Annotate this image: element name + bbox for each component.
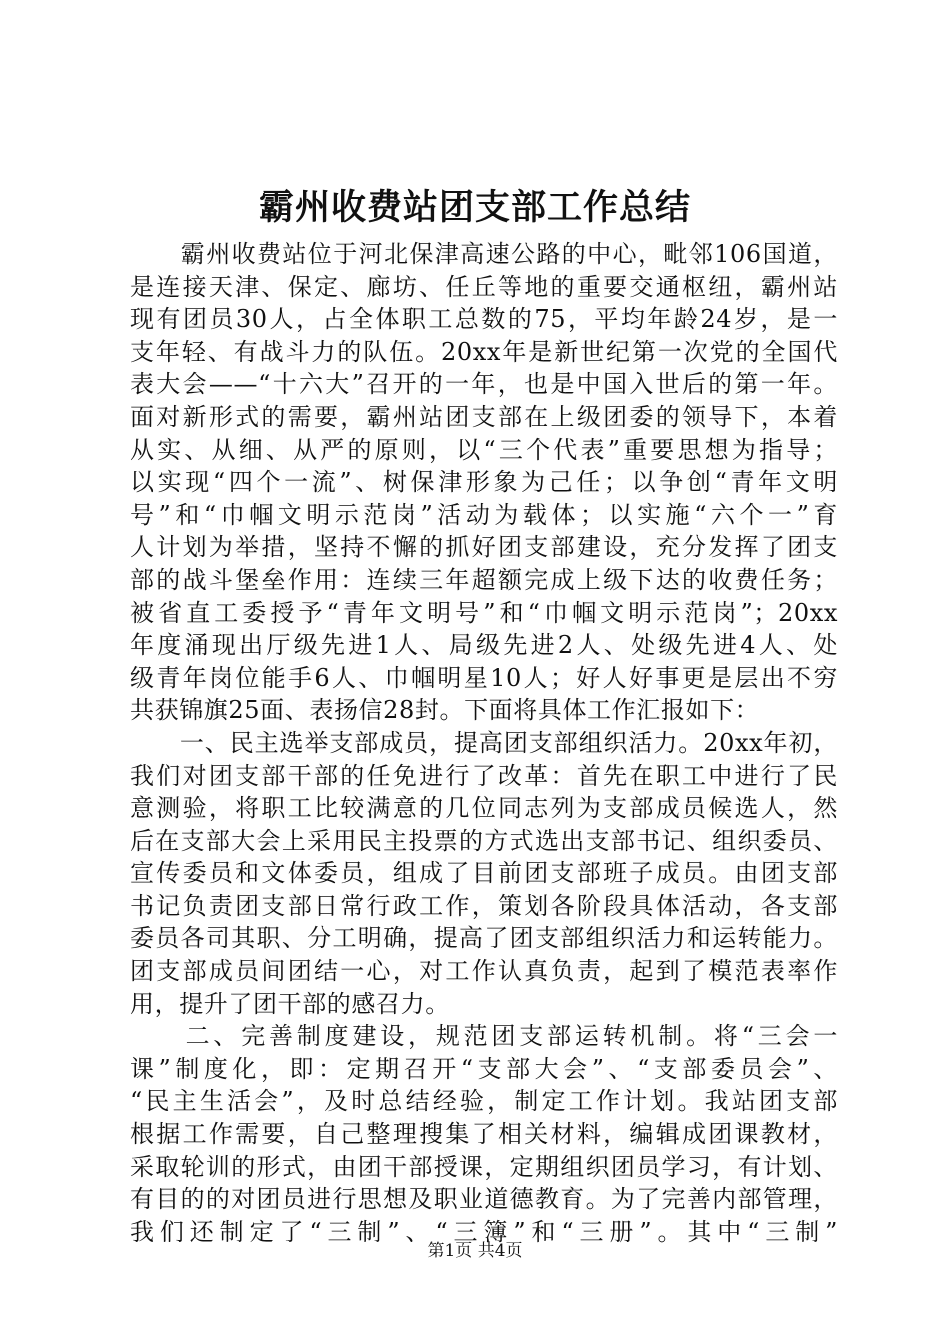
text-line: 一、民主选举支部成员，提高团支部组织活力。20xx年初， [130, 728, 838, 757]
text-line: 支年轻、有战斗力的队伍。20xx年是新世纪第一次党的全国代 [130, 337, 838, 366]
document-body [130, 238, 838, 1248]
text-line: “民主生活会”，及时总结经验，制定工作计划。我站团支部 [130, 1087, 838, 1116]
text-line: 以实现“四个一流”、树保津形象为己任；以争创“青年文明 [130, 468, 838, 497]
text-line: 面对新形式的需要，霸州站团支部在上级团委的领导下，本着 [130, 402, 838, 431]
text-line: 用，提升了团干部的感召力。 [130, 989, 450, 1018]
text-line: 书记负责团支部日常行政工作，策划各阶段具体活动，各支部 [130, 891, 838, 920]
text-line: 年度涌现出厅级先进1人、局级先进2人、处级先进4人、处 [130, 631, 838, 660]
text-line: 共获锦旗25面、表扬信28封。下面将具体工作汇报如下： [130, 696, 760, 725]
text-line: 霸州收费站位于河北保津高速公路的中心，毗邻106国道， [130, 240, 838, 268]
paragraph [130, 727, 838, 1020]
text-line: 我们对团支部干部的任免进行了改革：首先在职工中进行了民 [130, 761, 838, 790]
text-line: 二、完善制度建设，规范团支部运转机制。将“三会一 [130, 1022, 838, 1051]
text-line: 委员各司其职、分工明确，提高了团支部组织活力和运转能力。 [130, 924, 838, 953]
text-line: 采取轮训的形式，由团干部授课，定期组织团员学习，有计划、 [130, 1152, 838, 1181]
text-line: 团支部成员间团结一心，对工作认真负责，起到了模范表率作 [130, 957, 838, 986]
text-line: 现有团员30人，占全体职工总数的75，平均年龄24岁，是一 [130, 305, 838, 334]
text-line: 后在支部大会上采用民主投票的方式选出支部书记、组织委员、 [130, 826, 838, 855]
text-line: 宣传委员和文体委员，组成了目前团支部班子成员。由团支部 [130, 859, 838, 888]
text-line: 被省直工委授予“青年文明号”和“巾帼文明示范岗”；20xx [130, 598, 838, 627]
text-line: 从实、从细、从严的原则，以“三个代表”重要思想为指导； [130, 435, 838, 464]
text-line: 我们还制定了“三制”、“三簿”和“三册”。其中“三制” [130, 1217, 838, 1246]
text-line: 部的战斗堡垒作用：连续三年超额完成上级下达的收费任务； [130, 565, 838, 594]
text-line: 有目的的对团员进行思想及职业道德教育。为了完善内部管理， [130, 1185, 838, 1214]
text-line: 号”和“巾帼文明示范岗”活动为载体；以实施“六个一”育 [130, 500, 838, 529]
text-line: 根据工作需要，自己整理搜集了相关材料，编辑成团课教材， [130, 1120, 838, 1149]
text-line: 表大会——“十六大”召开的一年，也是中国入世后的第一年。 [130, 370, 838, 399]
text-line: 意测验，将职工比较满意的几位同志列为支部成员候选人，然 [130, 794, 838, 823]
paragraph [130, 238, 838, 727]
text-line: 级青年岗位能手6人、巾帼明星10人；好人好事更是层出不穷 [130, 663, 838, 692]
document-title: 霸州收费站团支部工作总结 [258, 187, 691, 228]
text-line: 课”制度化，即：定期召开“支部大会”、“支部委员会”、 [130, 1054, 838, 1083]
paragraph [130, 1020, 838, 1248]
text-line: 人计划为举措，坚持不懈的抓好团支部建设，充分发挥了团支 [130, 533, 838, 562]
page-footer: 第1页 共4页 [427, 1241, 523, 1261]
text-line: 是连接天津、保定、廊坊、任丘等地的重要交通枢纽，霸州站 [130, 272, 838, 301]
